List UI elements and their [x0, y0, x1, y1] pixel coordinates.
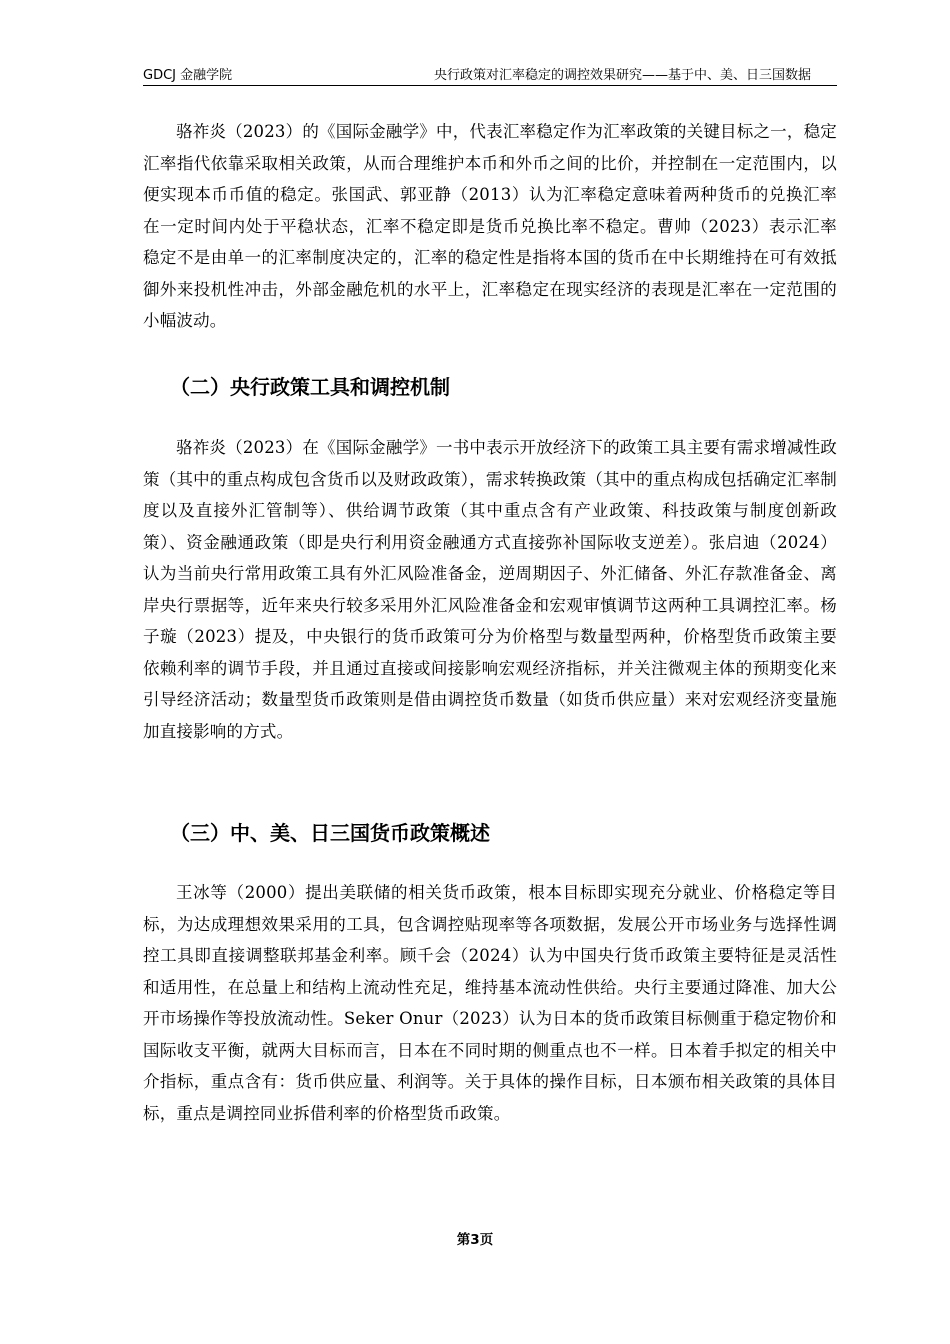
page-header	[143, 66, 837, 86]
paragraph-exchange-rate-stability: 骆祚炎（2023）的《国际金融学》中，代表汇率稳定作为汇率政策的关键目标之一，稳定汇率指代依靠采取相关政策，从而合理维护本币和外币之间的比价，并控制在一定范围内，以便实现本币币值的稳定。张国武、郭亚静（2013）认为汇率稳定意味着两种货币的兑换汇率在一定时间内处于平稳状态，汇率不稳定即是货币兑换比率不稳定。曹帅（2023）表示汇率稳定不是由单一的汇率制度决定的，汇率的稳定性是指将本国的货币在中长期维持在可有效抵御外来投机性冲击，外部金融危机的水平上，汇率稳定在现实经济的表现是汇率在一定范围的小幅波动。	[143, 122, 837, 330]
page-number: 第3页	[456, 1232, 494, 1248]
header-institution: GDCJ 金融学院	[143, 68, 233, 83]
paragraph-monetary-policy-overview: 王冰等（2000）提出美联储的相关货币政策，根本目标即实现充分就业、价格稳定等目标，为达成理想效果采用的工具，包含调控贴现率等各项数据，发展公开市场业务与选择性调控工具即直接调整联邦基金利率。顾千会（2024）认为中国央行货币政策主要特征是灵活性和适用性，在总量上和结构上流动性充足，维持基本流动性供给。央行主要通过降准、加大公开市场操作等投放流动性。Seker Onur（2023）认为日本的货币政策目标侧重于稳定物价和国际收支平衡，就两大目标而言，日本在不同时期的侧重点也不一样。日本着手拟定的相关中介指标，重点含有：货币供应量、利润等。关于具体的操作目标，日本颁布相关政策的具体目标，重点是调控同业拆借利率的价格型货币政策。	[143, 883, 837, 1123]
section-heading-policy-tools: （二）央行政策工具和调控机制	[170, 375, 450, 399]
paragraph-policy-tools: 骆祚炎（2023）在《国际金融学》一书中表示开放经济下的政策工具主要有需求增减性政策（其中的重点构成包含货币以及财政政策），需求转换政策（其中的重点构成包括确定汇率制度以及直接外汇管制等）、供给调节政策（其中重点含有产业政策、科技政策与制度创新政策）、资金融通政策（即是央行利用资金融通方式直接弥补国际收支逆差）。张启迪（2024）认为当前央行常用政策工具有外汇风险准备金，逆周期因子、外汇储备、外汇存款准备金、离岸央行票据等，近年来央行较多采用外汇风险准备金和宏观审慎调节这两种工具调控汇率。杨子璇（2023）提及，中央银行的货币政策可分为价格型与数量型两种，价格型货币政策主要依赖利率的调节手段，并且通过直接或间接影响宏观经济指标，并关注微观主体的预期变化来引导经济活动；数量型货币政策则是借由调控货币数量（如货币供应量）来对宏观经济变量施加直接影响的方式。	[143, 438, 837, 741]
section-heading-monetary-policy-overview: （三）中、美、日三国货币政策概述	[170, 821, 490, 845]
header-paper-title: 央行政策对汇率稳定的调控效果研究——基于中、美、日三国数据	[433, 68, 811, 83]
